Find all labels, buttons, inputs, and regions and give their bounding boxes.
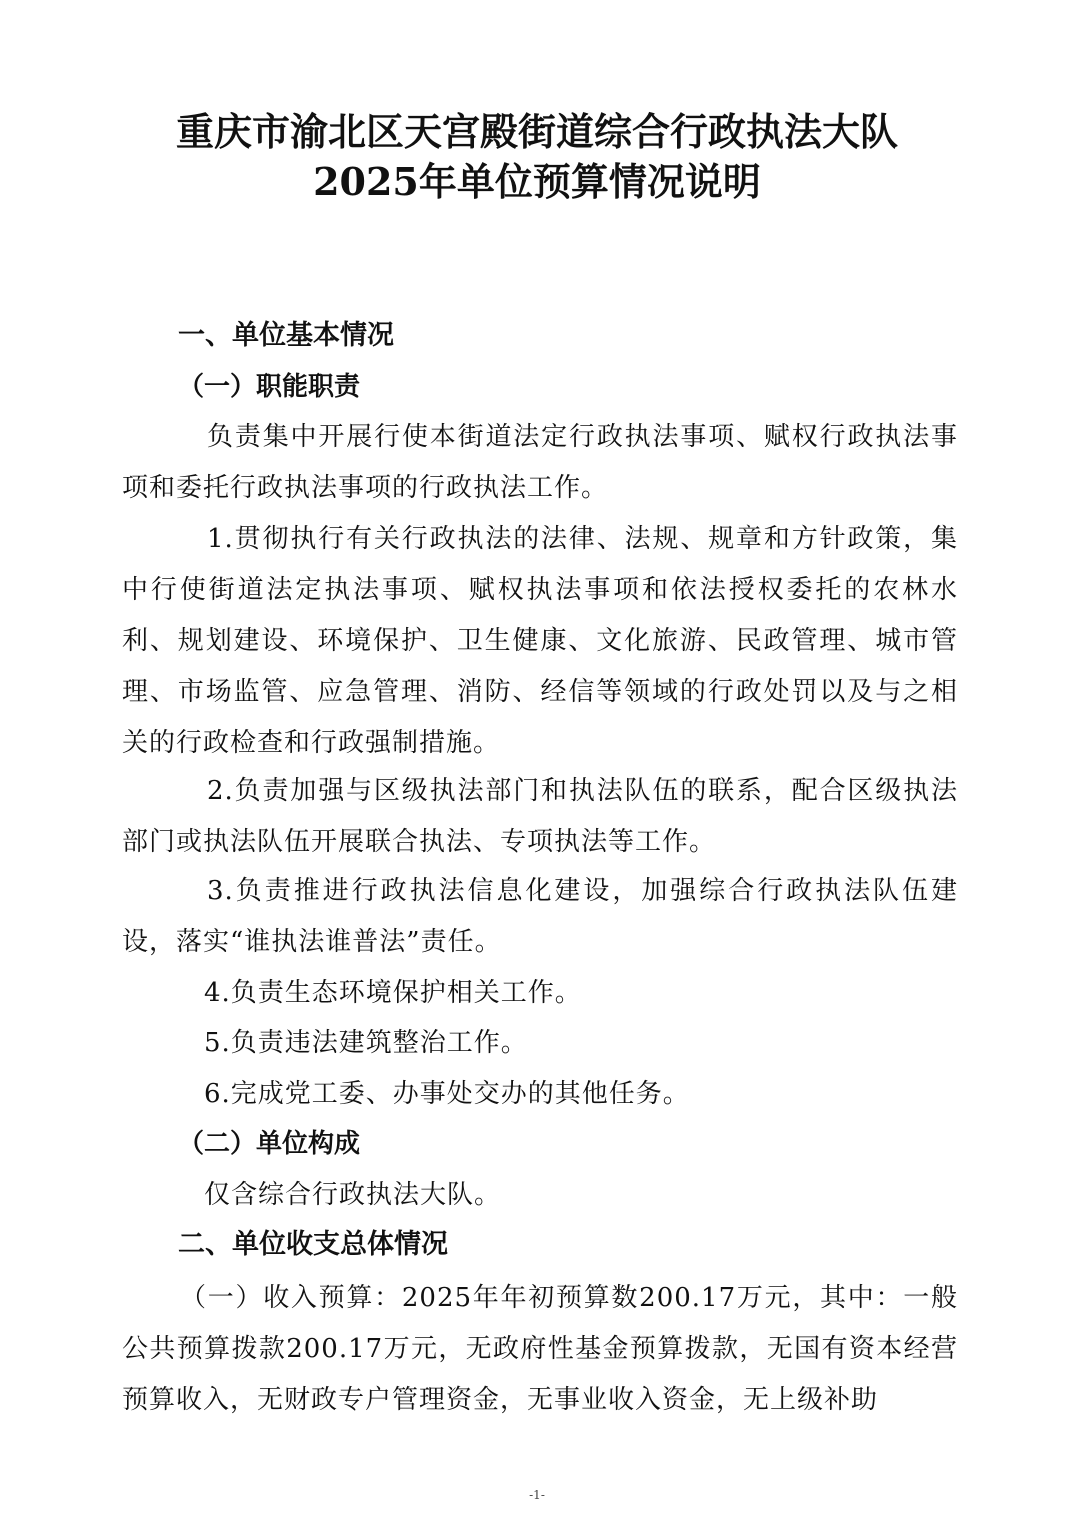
intro-paragraph: 负责集中开展行使本街道法定行政执法事项、赋权行政执法事项和委托行政执法事项的行政执法工作。 bbox=[122, 422, 958, 503]
document-title-line2: 2025年单位预算情况说明 bbox=[313, 159, 761, 204]
duty-item-6: 6.完成党工委、办事处交办的其他任务。 bbox=[204, 1079, 690, 1109]
section1-heading: 一、单位基本情况 bbox=[178, 320, 394, 351]
section1-sub2-heading: （二）单位构成 bbox=[178, 1129, 361, 1159]
duty-item-4: 4.负责生态环境保护相关工作。 bbox=[204, 978, 582, 1008]
page-number: -1- bbox=[529, 1488, 545, 1502]
income-budget-paragraph: （一）收入预算：2025年年初预算数200.17万元，其中：一般公共预算拨款200.17万元，无政府性基金预算拨款，无国有资本经营预算收入，无财政专户管理资金，无事业收入资金，无上级补助 bbox=[122, 1283, 958, 1415]
duty-item-2: 2.负责加强与区级执法部门和执法队伍的联系，配合区级执法部门或执法队伍开展联合执法、专项执法等工作。 bbox=[122, 776, 958, 857]
duty-item-5: 5.负责违法建筑整治工作。 bbox=[204, 1028, 528, 1058]
duty-item-3: 3.负责推进行政执法信息化建设，加强综合行政执法队伍建设，落实“谁执法谁普法”责任。 bbox=[122, 876, 958, 957]
document-title-line1: 重庆市渝北区天宫殿街道综合行政执法大队 bbox=[175, 109, 898, 154]
composition-text: 仅含综合行政执法大队。 bbox=[204, 1180, 502, 1210]
duty-item-1: 1.贯彻执行有关行政执法的法律、法规、规章和方针政策，集中行使街道法定执法事项、赋权执法事项和依法授权委托的农林水利、规划建设、环境保护、卫生健康、文化旅游、民政管理、城市管理、市场监管、应急管理、消防、经信等领域的行政处罚以及与之相关的行政检查和行政强制措施。 bbox=[122, 524, 958, 758]
section1-sub1-heading: （一）职能职责 bbox=[178, 372, 361, 402]
section2-heading: 二、单位收支总体情况 bbox=[178, 1229, 448, 1260]
